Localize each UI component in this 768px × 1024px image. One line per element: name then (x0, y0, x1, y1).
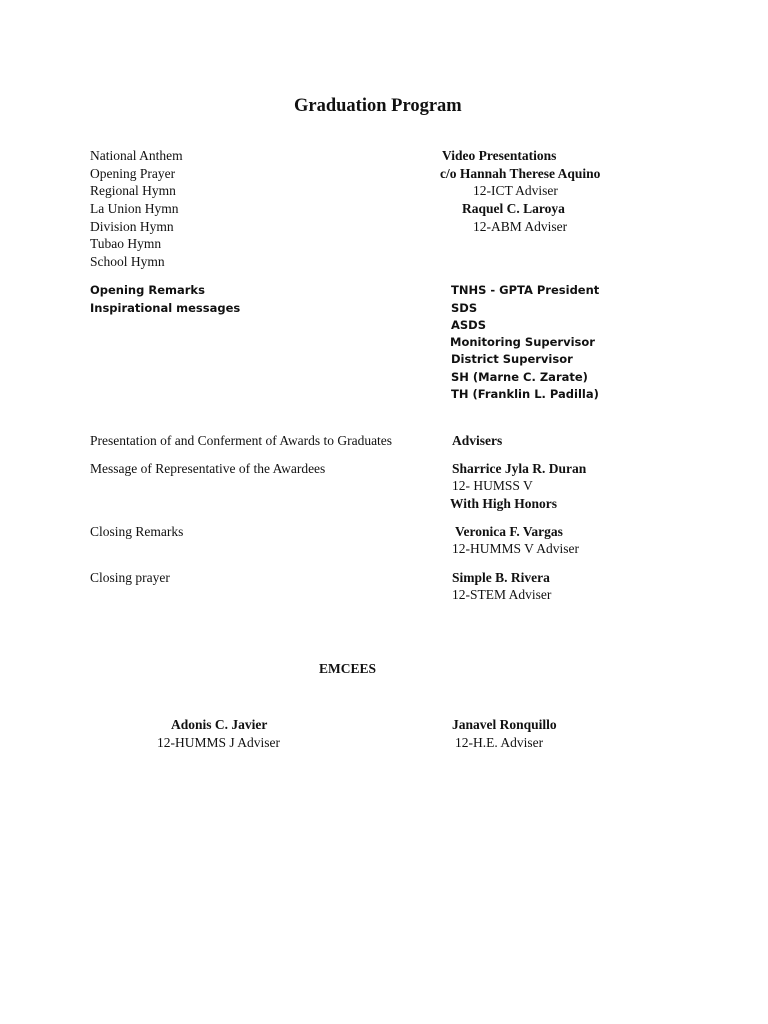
speaker-gpta-president: TNHS - GPTA President (451, 283, 600, 297)
program-item-school-hymn: School Hymn (90, 254, 165, 269)
awards-item: Presentation of and Conferment of Awards to Graduates (90, 433, 393, 448)
emcee-2-role: 12-H.E. Adviser (455, 735, 544, 750)
awards-by: Advisers (452, 433, 503, 448)
speaker-district-supervisor: District Supervisor (451, 352, 573, 366)
speaker-asds: ASDS (451, 318, 487, 332)
message-item: Message of Representative of the Awardees (90, 461, 326, 476)
speaker-th: TH (Franklin L. Padilla) (451, 387, 599, 401)
message-speaker-name: Sharrice Jyla R. Duran (452, 461, 587, 476)
video-presentations-heading: Video Presentations (442, 148, 557, 163)
message-speaker-section: 12- HUMSS V (452, 478, 533, 493)
closing-remarks-name: Veronica F. Vargas (455, 524, 563, 539)
closing-prayer-name: Simple B. Rivera (452, 570, 550, 585)
emcee-2-name: Janavel Ronquillo (452, 717, 557, 732)
message-speaker-honor: With High Honors (450, 496, 558, 511)
speaker-sds: SDS (451, 301, 478, 315)
closing-prayer-role: 12-STEM Adviser (452, 587, 552, 602)
video-second-name: Raquel C. Laroya (462, 201, 565, 216)
video-second-role: 12-ABM Adviser (473, 219, 568, 234)
emcee-1-name: Adonis C. Javier (171, 717, 268, 732)
program-item-la-union-hymn: La Union Hymn (90, 201, 179, 216)
video-presenter-name: c/o Hannah Therese Aquino (440, 166, 601, 181)
opening-remarks-label: Opening Remarks (90, 283, 205, 297)
program-item-division-hymn: Division Hymn (90, 219, 174, 234)
page-title: Graduation Program (294, 96, 462, 116)
program-item-regional-hymn: Regional Hymn (90, 183, 176, 198)
speaker-sh: SH (Marne C. Zarate) (451, 370, 588, 384)
video-presenter-role: 12-ICT Adviser (473, 183, 558, 198)
closing-prayer-item: Closing prayer (90, 570, 170, 585)
emcee-1-role: 12-HUMMS J Adviser (157, 735, 281, 750)
inspirational-messages-label: Inspirational messages (90, 301, 241, 315)
closing-remarks-item: Closing Remarks (90, 524, 184, 539)
closing-remarks-role: 12-HUMMS V Adviser (452, 541, 580, 556)
program-item-tubao-hymn: Tubao Hymn (90, 236, 162, 251)
program-item-national-anthem: National Anthem (90, 148, 183, 163)
program-item-opening-prayer: Opening Prayer (90, 166, 176, 181)
speaker-monitoring-supervisor: Monitoring Supervisor (450, 335, 595, 349)
emcees-heading: EMCEES (319, 661, 377, 676)
